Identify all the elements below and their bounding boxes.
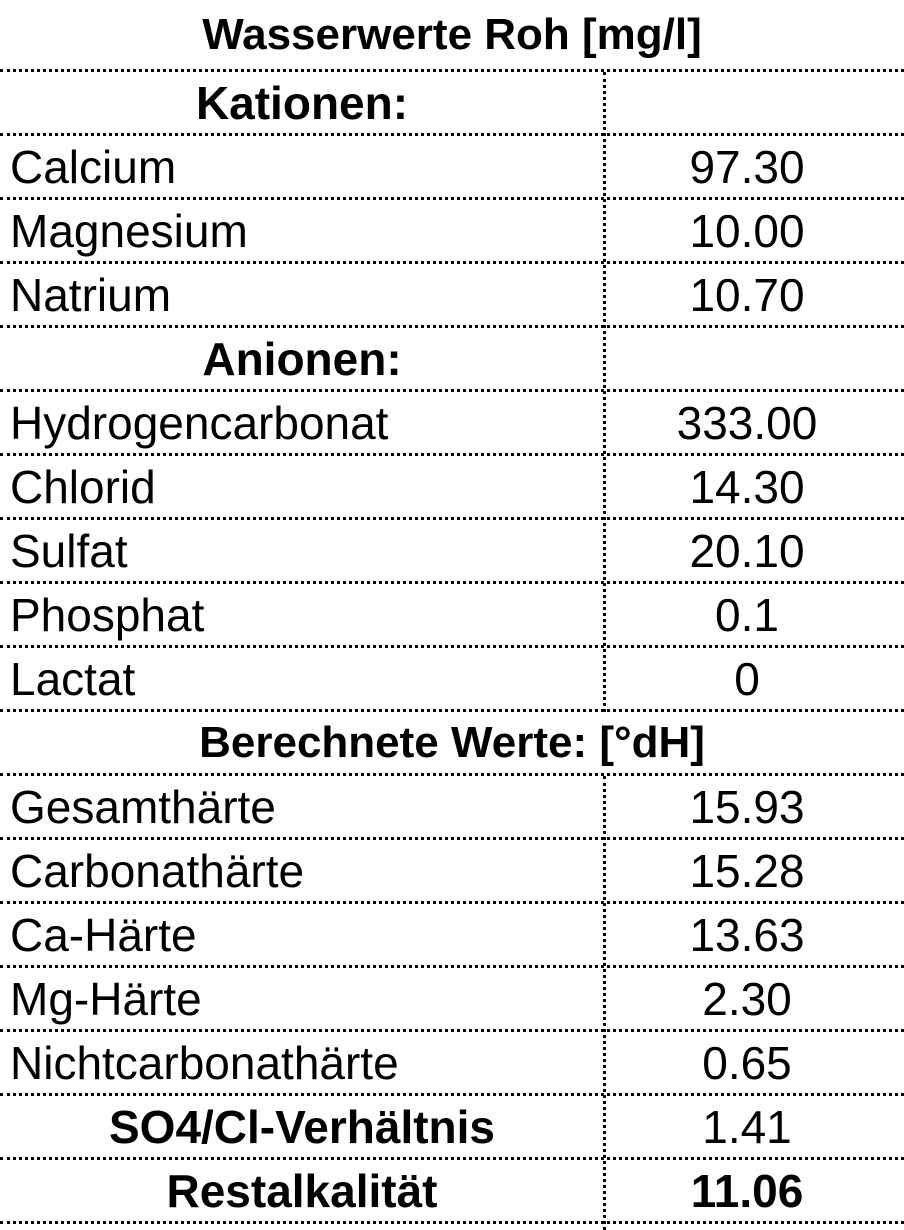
row-label: Hydrogencarbonat <box>10 396 389 449</box>
table-row-nichtcarbonathaerte <box>0 1032 904 1096</box>
table-row-chlorid <box>0 456 904 520</box>
table-row-carbonathaerte <box>0 840 904 904</box>
row-value: 10.00 <box>689 204 805 257</box>
column-divider <box>603 72 606 712</box>
kationen-header: Kationen: <box>195 76 409 129</box>
row-value: 15.28 <box>689 844 805 897</box>
table-row-phosphat <box>0 584 904 648</box>
row-label: Chlorid <box>10 460 156 513</box>
row-label: Phosphat <box>10 588 205 641</box>
row-value: 1.41 <box>702 1100 792 1153</box>
row-value: 97.30 <box>689 140 805 193</box>
table-row-so4-cl-ratio <box>0 1096 904 1160</box>
column-divider <box>603 776 606 1230</box>
anionen-header-row <box>0 328 904 392</box>
table-row-natrium <box>0 264 904 328</box>
table-row-lactat <box>0 648 904 712</box>
row-label: Lactat <box>10 652 136 705</box>
anionen-header: Anionen: <box>202 332 402 385</box>
kationen-header-row <box>0 72 904 136</box>
row-value: 0.1 <box>715 588 779 641</box>
table-row-calcium <box>0 136 904 200</box>
row-value: 333.00 <box>676 396 818 449</box>
table-row-magnesium <box>0 200 904 264</box>
row-label: Magnesium <box>10 204 248 257</box>
row-value: 0.65 <box>702 1036 792 1089</box>
row-label: Calcium <box>10 140 177 193</box>
table-title: Wasserwerte Roh [mg/l] <box>202 9 702 59</box>
kationen-header-value-cell <box>604 72 904 133</box>
table-title-row <box>0 0 904 72</box>
row-label: Gesamthärte <box>10 780 276 833</box>
table-row-gesamthaerte <box>0 776 904 840</box>
berechnet-header: Berechnete Werte: [°dH] <box>199 717 705 767</box>
row-value: 13.63 <box>689 908 805 961</box>
row-label: SO4/Cl-Verhältnis <box>108 1100 495 1153</box>
table-row-hydrogencarbonat <box>0 392 904 456</box>
row-label: Natrium <box>10 268 172 321</box>
table-row-sulfat <box>0 520 904 584</box>
row-value: 11.06 <box>690 1164 804 1217</box>
row-label: Nichtcarbonathärte <box>10 1036 399 1089</box>
row-value: 15.93 <box>689 780 805 833</box>
table-row-ca-haerte <box>0 904 904 968</box>
row-value: 14.30 <box>689 460 805 513</box>
table-row-mg-haerte <box>0 968 904 1032</box>
berechnet-header-row <box>0 712 904 776</box>
row-value: 10.70 <box>689 268 805 321</box>
anionen-header-value-cell <box>604 328 904 389</box>
table-row-restalkalitaet <box>0 1160 904 1224</box>
row-label: Carbonathärte <box>10 844 305 897</box>
row-label: Restalkalität <box>166 1164 438 1217</box>
row-label: Ca-Härte <box>10 908 197 961</box>
row-value: 2.30 <box>702 972 792 1025</box>
row-value: 20.10 <box>689 524 805 577</box>
row-label: Mg-Härte <box>10 972 202 1025</box>
row-label: Sulfat <box>10 524 128 577</box>
row-value: 0 <box>734 652 760 705</box>
